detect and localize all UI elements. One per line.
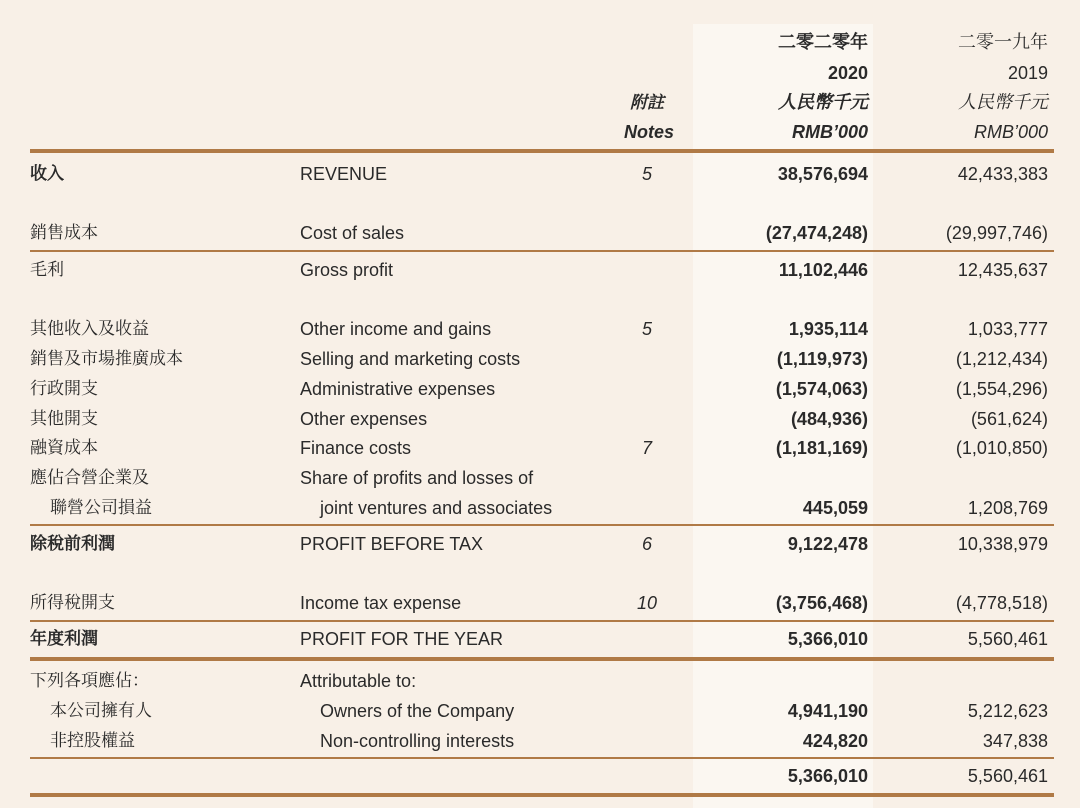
row-profit-year-zh: 年度利潤	[30, 629, 98, 649]
row-attributable-en: Attributable to:	[300, 671, 417, 691]
row-owners-zh: 本公司擁有人	[50, 701, 152, 721]
header-2020-year: 2020	[827, 63, 868, 83]
row-share-profits-2020: 445,059	[802, 498, 868, 518]
row-owners-en: Owners of the Company	[320, 701, 515, 721]
header-2019-unit: RMB’000	[973, 122, 1048, 142]
header-2019-year: 2019	[1007, 63, 1048, 83]
row-other-income-note: 5	[641, 319, 652, 339]
row-pbt-2020: 9,122,478	[787, 534, 868, 554]
row-gross-profit-en: Gross profit	[300, 260, 394, 280]
row-finance-costs-note: 7	[641, 438, 652, 458]
row-income-tax-en: Income tax expense	[300, 593, 462, 613]
row-profit-year-2019: 5,560,461	[967, 629, 1048, 649]
row-finance-costs-2019: (1,010,850)	[955, 438, 1048, 458]
row-pbt-2019: 10,338,979	[957, 534, 1048, 554]
row-admin-2020: (1,574,063)	[775, 379, 868, 399]
row-gross-profit-2020: 11,102,446	[778, 260, 868, 280]
row-pbt-zh: 除稅前利潤	[30, 534, 115, 554]
row-cost-of-sales-2019: (29,997,746)	[945, 223, 1048, 243]
row-other-income-en: Other income and gains	[300, 319, 492, 339]
row-share-profits-zh-line2: 聯營公司損益	[50, 498, 152, 518]
rule-after-income-tax	[30, 620, 1054, 622]
row-revenue-2019: 42,433,383	[957, 164, 1048, 184]
row-admin-en: Administrative expenses	[300, 379, 496, 399]
row-share-profits-en-line2: joint ventures and associates	[320, 498, 553, 518]
row-owners-2020: 4,941,190	[787, 701, 868, 721]
rule-after-cost-of-sales	[30, 250, 1054, 252]
row-revenue-en: REVENUE	[300, 164, 388, 184]
row-other-expenses-2020: (484,936)	[790, 409, 868, 429]
row-gross-profit-zh: 毛利	[30, 260, 64, 280]
row-other-income-2019: 1,033,777	[967, 319, 1048, 339]
row-nci-zh: 非控股權益	[50, 731, 135, 751]
row-cost-of-sales-zh: 銷售成本	[30, 223, 98, 243]
row-revenue-note: 5	[641, 164, 652, 184]
row-other-expenses-zh: 其他開支	[30, 409, 98, 429]
row-income-tax-2019: (4,778,518)	[955, 593, 1048, 613]
row-share-profits-2019: 1,208,769	[967, 498, 1048, 518]
row-pbt-en: PROFIT BEFORE TAX	[300, 534, 484, 554]
rule-after-profit-year	[30, 657, 1054, 661]
row-cost-of-sales-en: Cost of sales	[300, 223, 405, 243]
row-gross-profit-2019: 12,435,637	[957, 260, 1048, 280]
row-nci-en: Non-controlling interests	[320, 731, 515, 751]
row-other-income-2020: 1,935,114	[788, 319, 868, 339]
row-revenue-zh: 收入	[30, 164, 64, 184]
row-share-profits-en-line1: Share of profits and losses of	[300, 468, 534, 488]
rule-final	[30, 793, 1054, 797]
row-other-expenses-en: Other expenses	[300, 409, 428, 429]
header-rule	[30, 149, 1054, 153]
row-selling-zh: 銷售及市場推廣成本	[30, 349, 183, 369]
row-income-tax-2020: (3,756,468)	[775, 593, 868, 613]
row-total-2019: 5,560,461	[967, 766, 1048, 786]
row-other-expenses-2019: (561,624)	[970, 409, 1048, 429]
row-pbt-note: 6	[641, 534, 652, 554]
row-revenue-2020: 38,576,694	[777, 164, 868, 184]
row-finance-costs-zh: 融資成本	[30, 438, 98, 458]
row-admin-2019: (1,554,296)	[955, 379, 1048, 399]
row-selling-en: Selling and marketing costs	[300, 349, 521, 369]
row-attributable-zh: 下列各項應佔：	[30, 671, 149, 691]
row-nci-2019: 347,838	[982, 731, 1048, 751]
row-income-tax-note: 10	[636, 593, 658, 613]
row-income-tax-zh: 所得稅開支	[30, 593, 115, 613]
row-share-profits-zh-line1: 應佔合營企業及	[30, 468, 149, 488]
header-2019-unit-zh: 人民幣千元	[958, 92, 1048, 113]
row-selling-2020: (1,119,973)	[776, 349, 868, 369]
row-owners-2019: 5,212,623	[967, 701, 1048, 721]
header-2020-unit: RMB’000	[791, 122, 868, 142]
header-2020-unit-zh: 人民幣千元	[778, 92, 868, 113]
row-admin-zh: 行政開支	[30, 379, 98, 399]
row-selling-2019: (1,212,434)	[955, 349, 1048, 369]
header-2019-year-zh: 二零一九年	[958, 32, 1048, 53]
row-cost-of-sales-2020: (27,474,248)	[765, 223, 868, 243]
row-profit-year-2020: 5,366,010	[787, 629, 868, 649]
row-finance-costs-2020: (1,181,169)	[775, 438, 868, 458]
row-nci-2020: 424,820	[802, 731, 868, 751]
header-notes-zh: 附註	[630, 93, 664, 113]
row-total-2020: 5,366,010	[787, 766, 868, 786]
row-profit-year-en: PROFIT FOR THE YEAR	[300, 629, 504, 649]
rule-after-share-profits	[30, 524, 1054, 526]
row-finance-costs-en: Finance costs	[300, 438, 412, 458]
row-other-income-zh: 其他收入及收益	[30, 319, 149, 339]
header-notes: Notes	[623, 122, 674, 142]
rule-before-total	[30, 757, 1054, 759]
header-2020-year-zh: 二零二零年	[778, 32, 868, 53]
